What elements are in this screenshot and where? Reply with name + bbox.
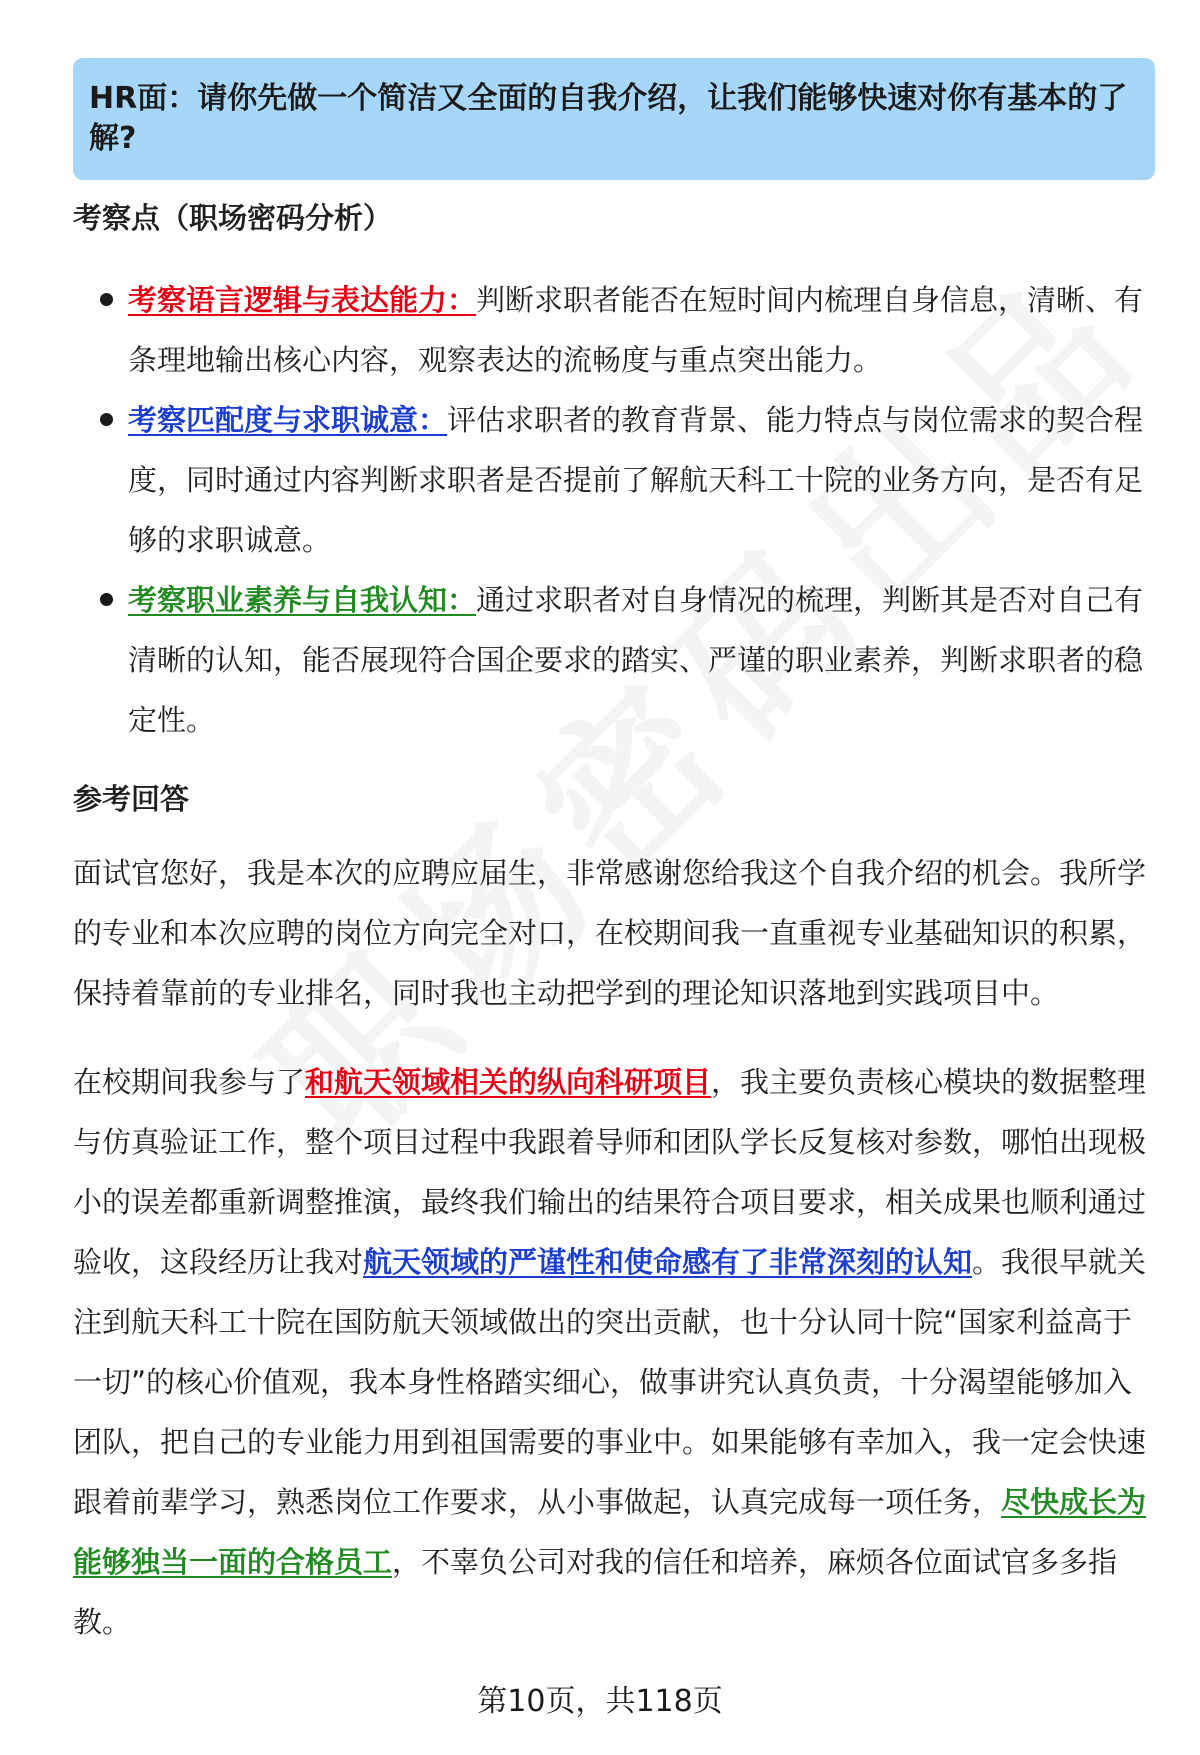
answer-text: 。我很早就关注到航天科工十院在国防航天领域做出的突出贡献，也十分认同十院“国家利益高于一切”的核心价值观，我本身性格踏实细心，做事讲究认真负责，十分渴望能够加入团队，把自己的专业能力用到祖国需要的事业中。如果能够有幸加入，我一定会快速跟着前辈学习，熟悉岗位工作要求，从小事做起，认真完成每一项任务， xyxy=(73,1245,1147,1519)
answer-paragraph-1: 面试官您好，我是本次的应聘应届生，非常感谢您给我这个自我介绍的机会。我所学的专业和本次应聘的岗位方向完全对口，在校期间我一直重视专业基础知识的积累，保持着靠前的专业排名，同时我也主动把学到的理论知识落地到实践项目中。 xyxy=(73,856,1147,1010)
highlight-green: 尽快成长为能够独当一面的合格员工 xyxy=(73,1485,1147,1579)
answer-text: ，不辜负公司对我的信任和培养，麻烦各位面试官多多指教。 xyxy=(73,1545,1118,1639)
question-box xyxy=(73,58,1155,180)
item-text: 判断求职者能否在短时间内梳理自身信息，清晰、有条理地输出核心内容，观察表达的流畅度与重点突出能力。 xyxy=(128,283,1144,377)
reference-heading: 参考回答 xyxy=(73,782,190,816)
keyword-red: 考察语言逻辑与表达能力： xyxy=(128,283,477,317)
keyword-green: 考察职业素养与自我认知： xyxy=(128,583,477,617)
assessment-heading: 考察点（职场密码分析） xyxy=(73,201,393,235)
bullet-icon xyxy=(100,293,113,306)
answer-text: ，我主要负责核心模块的数据整理与仿真验证工作，整个项目过程中我跟着导师和团队学长反复核对参数，哪怕出现极小的误差都重新调整推演，最终我们输出的结果符合项目要求，相关成果也顺利通过验收，这段经历让我对 xyxy=(73,1065,1147,1279)
assessment-list xyxy=(73,270,1155,750)
item-text: 评估求职者的教育背景、能力特点与岗位需求的契合程度，同时通过内容判断求职者是否提前了解航天科工十院的业务方向，是否有足够的求职诚意。 xyxy=(128,403,1144,557)
highlight-blue: 航天领域的严谨性和使命感有了非常深刻的认知 xyxy=(363,1245,973,1279)
bullet-icon xyxy=(100,413,113,426)
highlight-red: 和航天领域相关的纵向科研项目 xyxy=(305,1065,712,1099)
list-item xyxy=(73,270,1155,390)
answer-paragraph-2 xyxy=(73,1052,1155,1652)
page-number: 第10页，共118页 xyxy=(477,1684,723,1719)
answer-text: 在校期间我参与了 xyxy=(73,1065,306,1099)
item-text: 通过求职者对自身情况的梳理，判断其是否对自己有清晰的认知，能否展现符合国企要求的踏实、严谨的职业素养，判断求职者的稳定性。 xyxy=(128,583,1144,737)
keyword-blue: 考察匹配度与求职诚意： xyxy=(128,403,448,437)
question-text: HR面：请你先做一个简洁又全面的自我介绍，让我们能够快速对你有基本的了解? xyxy=(89,81,1128,156)
list-item xyxy=(73,390,1155,570)
list-item xyxy=(73,570,1155,750)
bullet-icon xyxy=(100,593,113,606)
